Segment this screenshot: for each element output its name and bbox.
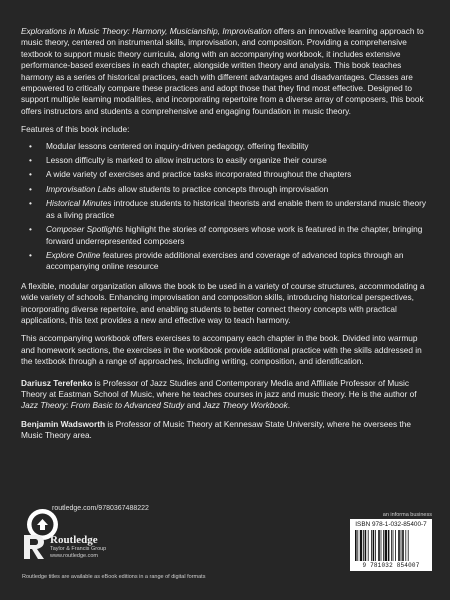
barcode-bar [393, 530, 394, 561]
barcode-bar [360, 530, 362, 561]
barcode-bar [375, 530, 376, 561]
barcode-bar [385, 530, 387, 561]
barcode-bars [354, 530, 428, 561]
barcode-bar [357, 530, 358, 561]
barcode-bar [405, 530, 406, 561]
barcode-bar [381, 530, 382, 561]
barcode-bar [355, 530, 357, 561]
barcode-bar [408, 530, 409, 561]
barcode-bar [378, 530, 380, 561]
workbook-paragraph: This accompanying workbook offers exercises to accompany each chapter in the book. Divided into warmup and homework sections, the exercises in the workbook provide additional practice with the skills addressed in the textbook through a range of approaches, including writing, composition, and identification. [21, 333, 422, 367]
feature-item: • Modular lessons centered on inquiry-driven pedagogy, offering flexibility [21, 141, 431, 152]
publisher-group: Taylor & Francis Group [50, 546, 107, 552]
informa-tagline: an informa business [382, 512, 432, 518]
intro-paragraph [21, 26, 431, 117]
barcode-bar [398, 530, 400, 561]
barcode-bar [368, 530, 369, 561]
flexibility-paragraph: A flexible, modular organization allows the book to be used in a variety of course structures, accommodating a wide variety of schools. Enhancing improvisation and composition skills, introducing historical perspectives, incorporating diverse repertoire, and enabling students to better connect theory concepts with practical applications, this text provides a new and effective way to teach harmony. [21, 280, 425, 325]
barcode-bar [363, 530, 364, 561]
barcode-digits: 9 781032 854007 [362, 562, 420, 569]
publisher-url[interactable]: www.routledge.com [50, 553, 98, 559]
feature-item: • Historical Minutes introduce students to historical theorists and enable them to understand music theory as a living practice [21, 198, 431, 221]
features-heading: Features of this book include: [21, 124, 130, 135]
barcode-bar [402, 530, 404, 561]
ebook-note: Routledge titles are available as eBook editions in a range of digital formats [22, 574, 206, 580]
feature-item: • Improvisation Labs allow students to practice concepts through improvisation [21, 184, 431, 195]
routledge-product-link[interactable]: routledge.com/9780367488222 [52, 505, 149, 512]
barcode-bar [401, 530, 402, 561]
book-title: Explorations in Music Theory: Harmony, Musicianship, Improvisation [21, 26, 272, 36]
routledge-logo-icon [22, 533, 46, 561]
back-cover-text [21, 26, 431, 449]
barcode-bar [395, 530, 396, 561]
features-list [21, 141, 431, 273]
feature-item: • Explore Online features provide additional exercises and coverage of advanced topics through an accompanying online resource [21, 250, 431, 273]
barcode-bar [365, 530, 367, 561]
barcode [350, 519, 432, 571]
barcode-bar [388, 530, 390, 561]
feature-item: • Composer Spotlights highlight the stories of composers whose work is featured in the chapter, bringing forward underrepresented composers [21, 224, 431, 247]
barcode-bar [373, 530, 375, 561]
publisher-name: Routledge [50, 534, 98, 546]
feature-item: • A wide variety of exercises and practice tasks incorporated throughout the chapters [21, 169, 431, 180]
author-bio-terefenko: Dariusz Terefenko is Professor of Jazz Studies and Contemporary Media and Affiliate Professor of Music Theory at Eastman School of Music, where he teaches courses in jazz and music theory. He is the author of Jazz Theory: From Basic to Advanced Study and Jazz Theory Workbook. [21, 377, 417, 411]
publisher-block [50, 534, 106, 560]
barcode-bar [391, 530, 392, 561]
intro-body: offers an innovative learning approach to music theory, centered on instrumental skills, improvisation, and composition. Providing a comprehensive textbook to support music theory curricula, along with an accompanying workbook, it includes extensive performance-based exercises in each chapter, alongside written theory and analysis. This book teaches harmony as a series of historical practices, each with different advantages and disadvantages. Classes are empowered to critically compare these practices and adopt those that they find most effective. Designed to support multiple learning modalities, and incorporating repertoire from a diverse array of composers, this book offers instructors and students a comprehensive and engaging foundation in music theory. [21, 26, 424, 116]
barcode-bar [383, 530, 384, 561]
barcode-bar [371, 530, 372, 561]
feature-item: • Lesson difficulty is marked to allow instructors to easily organize their course [21, 155, 431, 166]
isbn-number: ISBN 978-1-032-85400-7 [355, 521, 427, 528]
author-bio-wadsworth: Benjamin Wadsworth is Professor of Music Theory at Kennesaw State University, where he oversees the Music Theory area. [21, 418, 411, 441]
